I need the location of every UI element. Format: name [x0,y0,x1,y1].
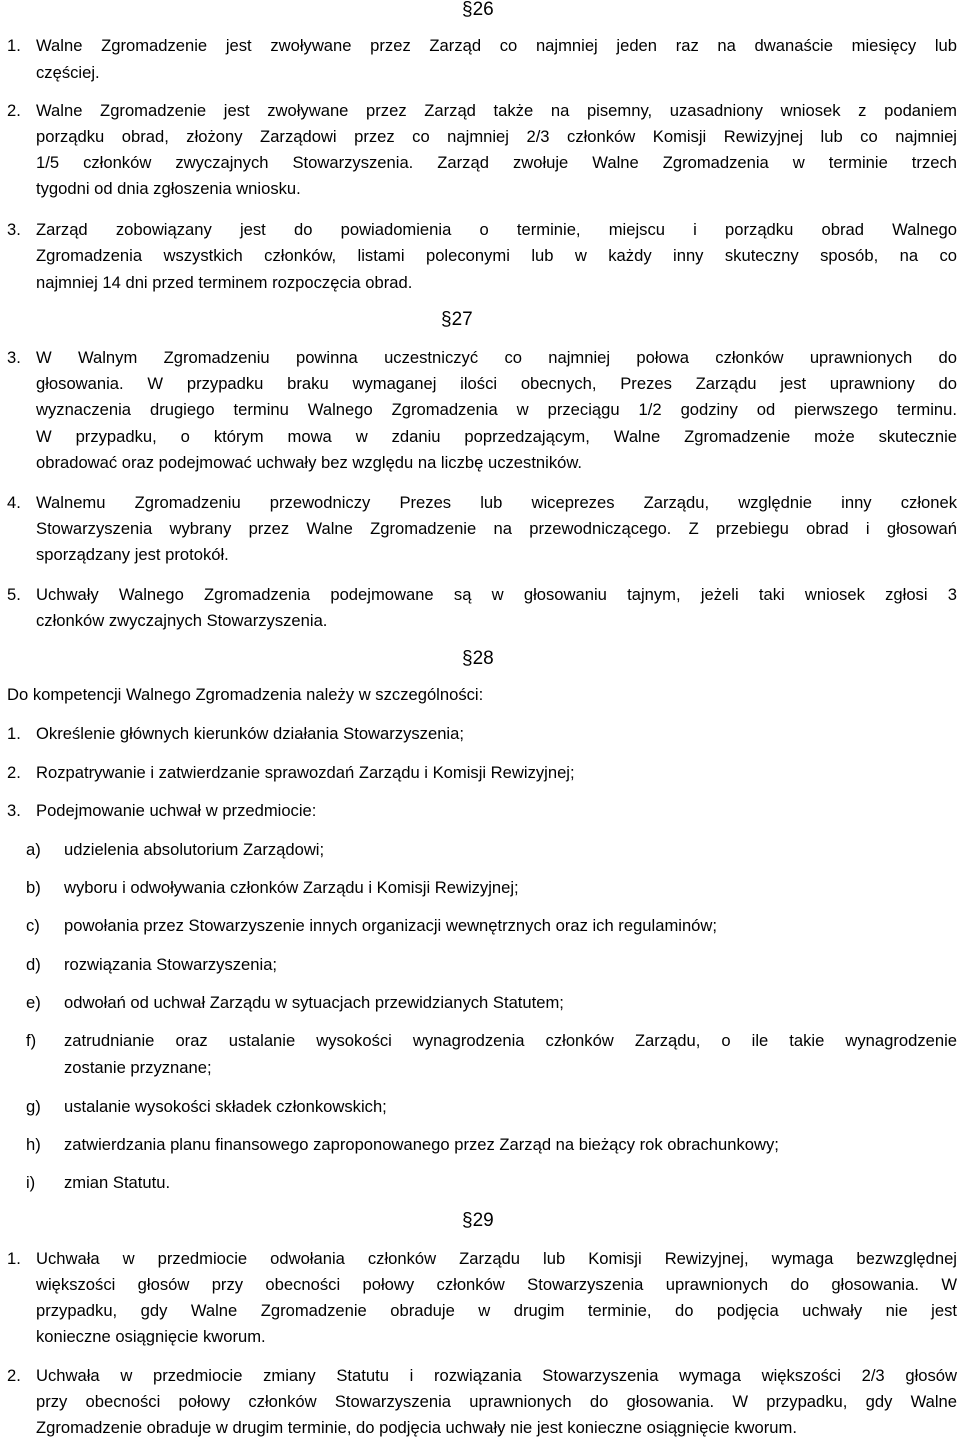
subitem-text: powołania przez Stowarzyszenie innych organizacji wewnętrznych oraz ich regulaminów; [64,916,717,935]
item-number: 2. [7,763,21,782]
paragraph-line: 1/5 członków zwyczajnych Stowarzyszenia. Zarząd zwołuje Walne Zgromadzenia w terminie trzech [36,153,957,172]
paragraph-line: Uchwała w przedmiocie zmiany Statutu i rozwiązania Stowarzyszenia wymaga większości 2/3 głosów [36,1366,957,1385]
paragraph-line: przypadku, gdy Walne Zgromadzenie obraduje w drugim terminie, do podjęcia uchwały nie jest [36,1301,957,1320]
paragraph-line: W przypadku, o którym mowa w zdaniu poprzedzającym, Walne Zgromadzenie może skutecznie [36,427,957,446]
subitem-label: d) [26,955,41,974]
paragraph-number: 2. [7,101,21,120]
subitem-label: e) [26,993,41,1012]
paragraph-line: Zgromadzenie obraduje w drugim terminie, do podjęcia uchwały nie jest konieczne osiągnięcie kworum. [36,1418,797,1437]
paragraph-line: konieczne osiągnięcie kworum. [36,1327,266,1346]
section-heading-27: §27 [441,309,473,330]
paragraph-line: Uchwały Walnego Zgromadzenia podejmowane są w głosowaniu tajnym, jeżeli taki wniosek zgłosi 3 [36,585,957,604]
subitem-text: zatwierdzania planu finansowego zaproponowanego przez Zarząd na bieżący rok obrachunkowy; [64,1135,779,1154]
paragraph-number: 2. [7,1366,21,1385]
item-number: 1. [7,724,21,743]
paragraph-line: tygodni od dnia zgłoszenia wniosku. [36,179,301,198]
paragraph-line: Zgromadzenia wszystkich członków, listami poleconymi lub w każdy inny skuteczny sposób, na co [36,246,957,265]
item-text: Rozpatrywanie i zatwierdzanie sprawozdań Zarządu i Komisji Rewizyjnej; [36,763,575,782]
item-number: 3. [7,801,21,820]
paragraph-line: Stowarzyszenia wybrany przez Walne Zgromadzenie na przewodniczącego. Z przebiegu obrad i głosowań [36,519,957,538]
paragraph-line: obradować oraz podejmować uchwały bez względu na liczbę uczestników. [36,453,583,472]
paragraph-line: członków zwyczajnych Stowarzyszenia. [36,611,328,630]
subitem-label: b) [26,878,41,897]
paragraph-line: Walne Zgromadzenie jest zwoływane przez Zarząd także na pisemny, uzasadniony wniosek z podaniem [36,101,957,120]
item-text: Określenie głównych kierunków działania Stowarzyszenia; [36,724,464,743]
item-text: Podejmowanie uchwał w przedmiocie: [36,801,317,820]
subitem-label: i) [26,1173,36,1192]
paragraph-number: 1. [7,36,21,55]
section-heading-29: §29 [462,1210,494,1231]
paragraph-number: 4. [7,493,21,512]
section-heading-26: §26 [462,0,494,20]
paragraph-number: 3. [7,348,21,367]
paragraph-number: 5. [7,585,21,604]
paragraph-line: sporządzany jest protokół. [36,545,229,564]
subitem-text: udzielenia absolutorium Zarządowi; [64,840,325,859]
section-heading-28: §28 [462,648,494,669]
subitem-label: f) [26,1031,37,1050]
paragraph-line: Zarząd zobowiązany jest do powiadomienia o terminie, miejscu i porządku obrad Walnego [36,220,957,239]
paragraph-line: przy obecności połowy członków Stowarzyszenia uprawnionych do głosowania. W przypadku, gdy Walne [36,1392,957,1411]
subitem-label: a) [26,840,41,859]
subitem-text: zmian Statutu. [64,1173,171,1192]
paragraph-line: większości głosów przy obecności połowy członków Stowarzyszenia uprawnionych do głosowania. W [36,1275,957,1294]
subitem-label: g) [26,1097,41,1116]
paragraph-number: 3. [7,220,21,239]
paragraph-line: najmniej 14 dni przed terminem rozpoczęcia obrad. [36,273,413,292]
paragraph-number: 1. [7,1249,21,1268]
subitem-text: odwołań od uchwał Zarządu w sytuacjach przewidzianych Statutem; [64,993,564,1012]
paragraph-line: Walnemu Zgromadzeniu przewodniczy Prezes lub wiceprezes Zarządu, względnie inny członek [36,493,957,512]
subitem-label: h) [26,1135,41,1154]
subitem-text: wyboru i odwoływania członków Zarządu i Komisji Rewizyjnej; [64,878,519,897]
subitem-label: c) [26,916,40,935]
subitem-text: rozwiązania Stowarzyszenia; [64,955,278,974]
paragraph-line: Walne Zgromadzenie jest zwoływane przez Zarząd co najmniej jeden raz na dwanaście miesięcy lub [36,36,957,55]
subitem-text: zatrudnianie oraz ustalanie wysokości wynagrodzenia członków Zarządu, o ile takie wynagrodzenie [64,1031,957,1050]
paragraph-line: wyznaczenia drugiego terminu Walnego Zgromadzenia w przeciągu 1/2 godziny od pierwszego terminu. [36,400,957,419]
paragraph-line: W Walnym Zgromadzeniu powinna uczestniczyć co najmniej połowa członków uprawnionych do [36,348,957,367]
subitem-text: ustalanie wysokości składek członkowskich; [64,1097,387,1116]
subitem-text: zostanie przyznane; [64,1058,212,1077]
intro-text: Do kompetencji Walnego Zgromadzenia należy w szczególności: [7,685,484,704]
paragraph-line: Uchwała w przedmiocie odwołania członków Zarządu lub Komisji Rewizyjnej, wymaga bezwzględnej [36,1249,957,1268]
paragraph-line: częściej. [36,63,100,82]
paragraph-line: porządku obrad, złożony Zarządowi przez co najmniej 2/3 członków Komisji Rewizyjnej lub co najmniej [36,127,957,146]
paragraph-line: głosowania. W przypadku braku wymaganej ilości obecnych, Prezes Zarządu jest uprawniony do [36,374,957,393]
